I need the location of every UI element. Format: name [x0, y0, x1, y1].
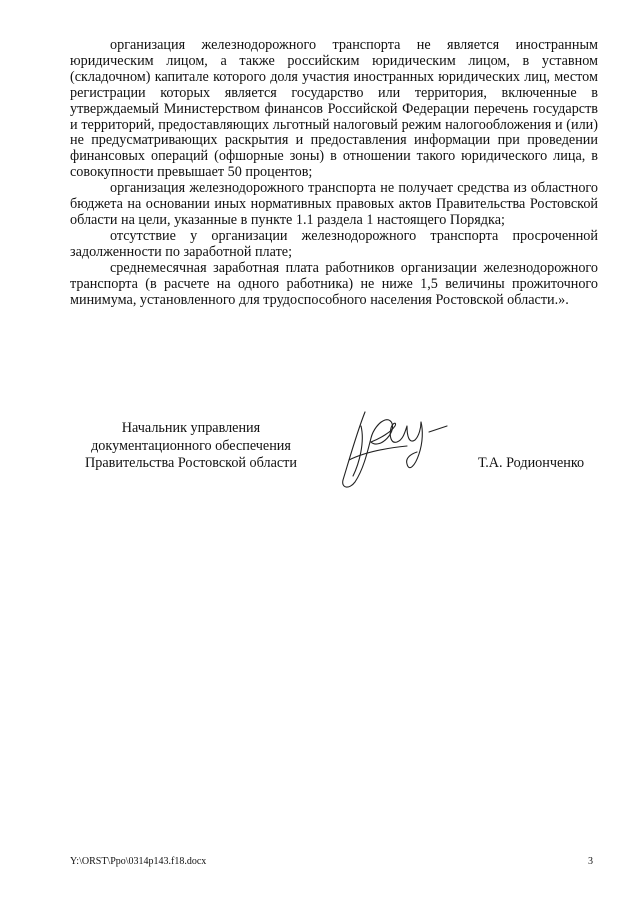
paragraph-average-salary-condition: среднемесячная заработная плата работников организации железнодорожного транспорта (в расчете на одного работника) не ниже 1,5 величины прожиточного минимума, установленного для трудоспособного населения Ростовской области.». — [70, 259, 598, 308]
position-line: Правительства Ростовской области — [85, 455, 297, 471]
paragraph-offshore-condition: организация железнодорожного транспорта не является иностранным юридическим лицом, а также российским юридическим лицом, в уставном (складочном) капитале которого доля участия иностранных юридических лиц, местом регистрации которых является государство или территория, включенные в утверждаемый Министерством финансов Российской Федерации перечень государств и территорий, предоставляющих льготный налоговый режим налогообложения и (или) не предусматривающих раскрытия и предоставления информации при проведении финансовых операций (офшорные зоны) в отношении такого юридического лица, в совокупности превышает 50 процентов; — [70, 37, 598, 181]
signatory-position — [66, 420, 316, 473]
page-number: 3 — [588, 856, 593, 867]
position-line: Начальник управления — [121, 420, 261, 436]
footer-file-path: Y:\ORST\Ppo\0314p143.f18.docx — [70, 856, 207, 867]
signer-name: Т.А. Родионченко — [478, 455, 585, 471]
handwritten-signature — [335, 402, 455, 497]
document-body — [70, 38, 598, 308]
paragraph-budget-funds-condition: организация железнодорожного транспорта не получает средства из областного бюджета на основании иных нормативных правовых актов Правительства Ростовской области на цели, указанные в пункте 1.1 раздела 1 настоящего Порядка; — [70, 180, 598, 228]
paragraph-salary-arrears-condition: отсутствие у организации железнодорожного транспорта просроченной задолженности по заработной плате; — [70, 227, 598, 260]
position-line: документационного обеспечения — [91, 437, 291, 454]
